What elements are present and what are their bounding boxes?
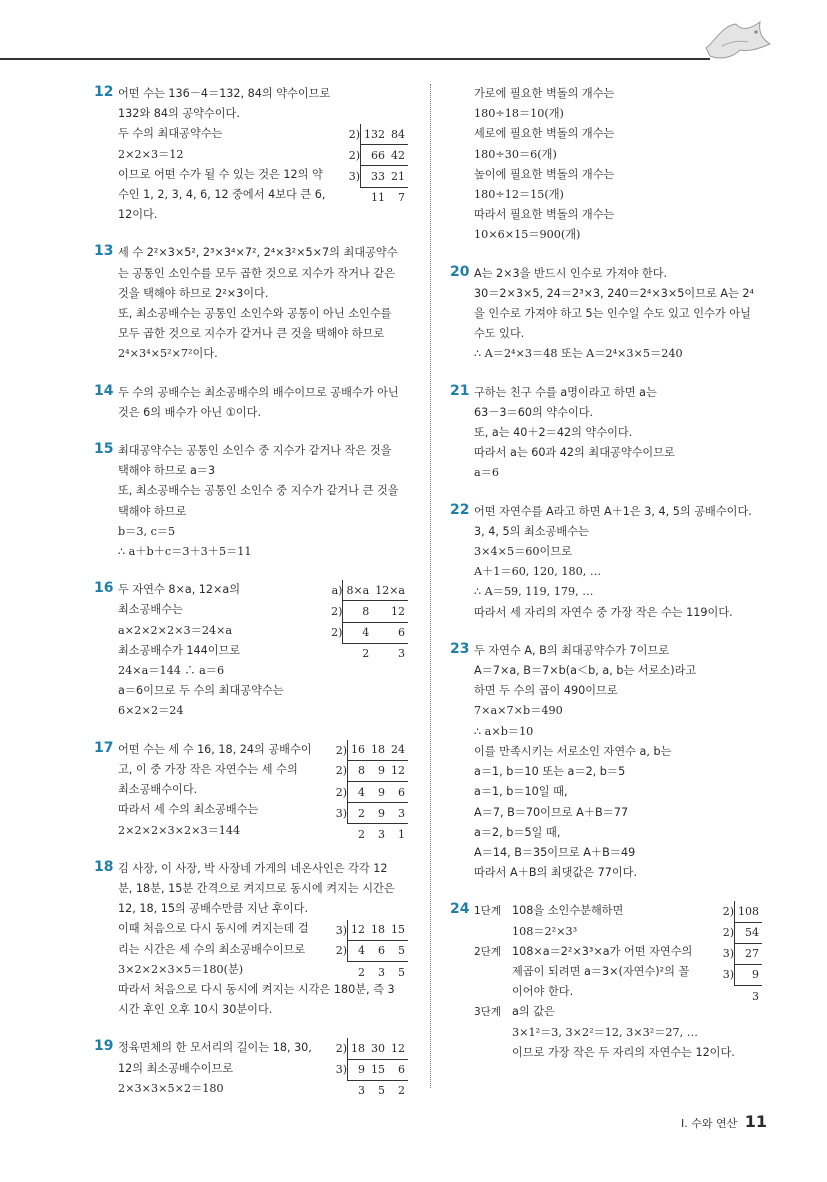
division-cell: 108 [735, 901, 763, 922]
problem-number: 15 [94, 441, 114, 458]
solution-line: 어떤 수는 136－4＝132, 84의 약수이므로 [118, 87, 331, 100]
solution-line: 2⁴×3⁴×5²×7²이다. [118, 347, 218, 361]
solution-line: 180÷30＝6(개) [474, 147, 557, 161]
division-cell: 42 [388, 145, 408, 166]
division-cell: 6 [372, 622, 408, 643]
division-cell: a) [331, 584, 343, 598]
solution-line: 가로에 필요한 벽돌의 개수는 [474, 87, 615, 100]
solution-line: 리는 시간은 세 수의 최소공배수이므로 [118, 942, 306, 956]
solution-line: 2×3×3×5×2＝180 [118, 1081, 224, 1095]
solution-line: a＝6이므로 두 수의 최대공약수는 [118, 684, 284, 698]
solution-line: 108＝2²×3³ [512, 924, 578, 938]
division-cell: 2) [331, 626, 343, 640]
solution-line: 어떤 자연수를 A라고 하면 A＋1은 3, 4, 5의 공배수이다. [474, 504, 752, 518]
right-column [450, 84, 774, 1081]
solution-line: 택해야 하므로 a＝3 [118, 464, 216, 478]
problem-22 [450, 502, 774, 623]
division-cell: 2 [348, 803, 369, 824]
solution-line: A＝14, B＝35이므로 A＋B＝49 [474, 845, 636, 859]
step-label: 3단계 [474, 1006, 501, 1019]
solution-line: 따라서 필요한 벽돌의 개수는 [474, 208, 615, 222]
problem-16 [94, 580, 412, 721]
problem-number: 23 [450, 640, 470, 657]
division-cell: 6 [388, 1059, 408, 1080]
solution-line: 어떤 수는 세 수 16, 18, 24의 공배수이 [118, 742, 312, 756]
division-cell: 2 [398, 1084, 405, 1098]
division-cell [333, 962, 348, 983]
division-cell: 12×a [372, 580, 408, 601]
solution-line: 하면 두 수의 곱이 490이므로 [474, 684, 618, 698]
solution-line: 최소공배수는 [118, 603, 183, 617]
division-cell: 27 [735, 943, 763, 964]
solution-line: 63－3＝60의 약수이다. [474, 405, 594, 419]
division-cell: 12 [348, 920, 369, 941]
solution-line: 구하는 친구 수를 a명이라고 하면 a는 [474, 385, 657, 399]
problem-number: 20 [450, 263, 470, 280]
solution-line: 모두 곱한 것으로 지수가 같거나 큰 것을 택해야 하므로 [118, 327, 385, 341]
header-rule [0, 58, 710, 60]
division-cell: 3) [348, 169, 360, 183]
solution-line: 수인 1, 2, 3, 4, 6, 12 중에서 4보다 큰 6, [118, 188, 326, 202]
problem-15 [94, 441, 412, 562]
problem-13 [94, 243, 412, 364]
division-cell: 2 [358, 828, 365, 842]
solution-line: 두 자연수 8×a, 12×a의 [118, 583, 241, 597]
division-cell: 6 [388, 782, 408, 803]
division-cell [333, 824, 348, 845]
division-cell: 4 [348, 940, 369, 961]
division-cell [328, 643, 343, 664]
solution-line: a의 값은 [512, 1005, 555, 1019]
solution-line: 또, a는 40＋2＝42의 약수이다. [474, 426, 633, 440]
problem-number: 13 [94, 243, 114, 260]
division-cell: 2) [722, 905, 734, 919]
solution-line: 세로에 필요한 벽돌의 개수는 [474, 127, 615, 141]
solution-line: 제곱이 되려면 a＝3×(자연수)²의 꼴 [512, 964, 690, 978]
division-cell: 3 [378, 828, 385, 842]
division-cell: 1 [398, 828, 405, 842]
solution-line: 따라서 세 자리의 자연수 중 가장 작은 수는 119이다. [474, 605, 733, 619]
ladder-division [333, 920, 408, 983]
solution-line: 10×6×15＝900(개) [474, 228, 581, 242]
solution-line: 높이에 필요한 벽돌의 개수는 [474, 167, 615, 181]
solution-line: 이때 처음으로 다시 동시에 켜지는데 걸 [118, 922, 309, 936]
division-cell: 16 [348, 740, 369, 761]
solution-line: 이어야 한다. [512, 985, 574, 999]
division-cell: 3) [335, 1063, 347, 1077]
solution-line: a＝2, b＝5일 때, [474, 825, 561, 839]
ladder-division [333, 1038, 408, 1101]
problem-number: 18 [94, 858, 114, 875]
solution-line: 최소공배수가 144이므로 [118, 643, 241, 657]
division-cell [333, 1080, 348, 1101]
solution-line: ∴ a×b＝10 [474, 724, 534, 738]
division-cell: 3) [722, 947, 734, 961]
ladder-division [346, 124, 408, 208]
solution-line: a＝6 [474, 466, 499, 480]
solution-line: 180÷12＝15(개) [474, 188, 564, 202]
solution-line: 것을 택해야 하므로 2²×3이다. [118, 286, 269, 300]
division-cell: 15 [388, 920, 408, 941]
solution-line: 또, 최소공배수는 공통인 소인수 중 지수가 같거나 큰 것을 [118, 484, 399, 498]
solution-line: 12의 최소공배수이므로 [118, 1061, 234, 1075]
problem-number: 16 [94, 580, 114, 597]
solution-line: 3, 4, 5의 최소공배수는 [474, 524, 589, 538]
solution-line: 12이다. [118, 208, 158, 222]
division-cell: 15 [368, 1059, 388, 1080]
division-cell: 3) [335, 806, 347, 820]
ladder-division [720, 901, 762, 1006]
division-cell: 5 [378, 1084, 385, 1098]
solution-line: A＝7, B＝70이므로 A＋B＝77 [474, 805, 629, 819]
solution-line: 2×2×3＝12 [118, 147, 184, 161]
division-cell: 84 [388, 124, 408, 145]
problem-24 [450, 901, 774, 1063]
step-label: 1단계 [474, 905, 501, 918]
column-divider [430, 84, 431, 1088]
problem-18 [94, 859, 412, 1021]
solution-line: 정육면체의 한 모서리의 길이는 18, 30, [118, 1041, 312, 1055]
division-cell: 2) [335, 743, 347, 757]
division-cell: 8 [343, 601, 372, 622]
solution-line: 따라서 a는 60과 42의 최대공약수이므로 [474, 446, 675, 460]
ladder-division [328, 580, 408, 664]
solution-line: 6×2×2＝24 [118, 704, 184, 718]
division-cell: 4 [348, 782, 369, 803]
solution-line: 김 사장, 이 사장, 박 사장네 가게의 네온사인은 각각 12 [118, 861, 388, 875]
problem-number: 19 [94, 1038, 114, 1055]
division-cell: 24 [388, 740, 408, 761]
problem-number: 12 [94, 84, 114, 100]
solution-line: 택해야 하므로 [118, 504, 187, 518]
division-cell: 9 [368, 760, 388, 781]
division-cell: 18 [368, 740, 388, 761]
step-3 [474, 1002, 774, 1063]
solution-line: 최소공배수이다. [118, 783, 198, 797]
division-cell: 33 [361, 166, 389, 187]
solution-line: 세 수 2²×3×5², 2³×3⁴×7², 2⁴×3²×5×7의 최대공약수 [118, 246, 398, 260]
solution-line: 108×a＝2²×3³×a가 어떤 자연수의 [512, 944, 693, 958]
solution-line: 108을 소인수분해하면 [512, 904, 624, 918]
solution-line: 따라서 세 수의 최소공배수는 [118, 803, 259, 817]
solution-line: 시간 후인 오후 10시 30분이다. [118, 1003, 273, 1017]
division-cell [346, 187, 361, 208]
division-cell: 18 [368, 920, 388, 941]
division-cell: 9 [368, 782, 388, 803]
division-cell: 7 [398, 191, 405, 205]
division-cell: 5 [398, 965, 405, 979]
solution-line: 두 수의 최대공약수는 [118, 127, 223, 141]
division-cell: 18 [348, 1038, 369, 1059]
ladder-division [333, 740, 408, 845]
solution-line: 12, 18, 15의 공배수만큼 지난 후이다. [118, 902, 309, 916]
solution-line: 는 공통인 소인수를 모두 곱한 것으로 지수가 작거나 같은 [118, 266, 396, 280]
division-cell: 132 [361, 124, 389, 145]
division-cell: 2) [335, 785, 347, 799]
solution-line: a＝1, b＝10 또는 a＝2, b＝5 [474, 765, 626, 779]
solution-line: ∴ A＝2⁴×3＝48 또는 A＝2⁴×3×5＝240 [474, 347, 683, 361]
solution-line: 30＝2×3×5, 24＝2³×3, 240＝2⁴×3×5이므로 A는 2⁴ [474, 286, 754, 300]
division-cell: 2) [335, 944, 347, 958]
problem-number: 21 [450, 382, 470, 399]
solution-line: ∴ a＋b＋c＝3＋3＋5＝11 [118, 545, 252, 559]
problem-20 [450, 264, 774, 365]
solution-line: a＝1, b＝10일 때, [474, 785, 568, 799]
solution-line: 두 수의 공배수는 최소공배수의 배수이므로 공배수가 아닌 [118, 385, 399, 399]
division-cell: 3) [722, 968, 734, 982]
division-cell: 2) [722, 926, 734, 940]
solution-line: 132와 84의 공약수이다. [118, 107, 240, 121]
division-cell: 54 [735, 922, 763, 943]
solution-line: 3×1²＝3, 3×2²＝12, 3×3²＝27, … [512, 1025, 698, 1039]
solution-line: 분, 18분, 15분 간격으로 켜지므로 동시에 켜지는 시간은 [118, 881, 395, 895]
solution-line: A＋1＝60, 120, 180, … [474, 565, 602, 579]
division-cell: 12 [372, 601, 408, 622]
problem-14 [94, 383, 412, 423]
problem-number: 14 [94, 382, 114, 399]
step-label: 2단계 [474, 945, 501, 958]
solution-line: 것은 6의 배수가 아닌 ①이다. [118, 405, 261, 419]
solution-line: 또, 최소공배수는 공통인 소인수와 공통이 아닌 소인수를 [118, 307, 392, 321]
problem-12 [94, 84, 412, 225]
solution-line: 7×a×7×b＝490 [474, 704, 563, 718]
problem-23 [450, 641, 774, 883]
division-cell: 3) [335, 923, 347, 937]
division-cell: 8 [348, 760, 369, 781]
problem-19 [94, 1038, 412, 1099]
page-number: 11 [744, 1112, 767, 1131]
division-cell: 3 [752, 989, 759, 1003]
division-cell: 3 [398, 647, 405, 661]
division-cell: 4 [343, 622, 372, 643]
dragon-decoration-icon [702, 18, 772, 62]
division-cell: 2) [335, 1042, 347, 1056]
solution-line: 3×2×2×3×5＝180(분) [118, 962, 244, 976]
solution-line: 3×4×5＝60이므로 [474, 545, 572, 559]
division-cell: 66 [361, 145, 389, 166]
division-cell [720, 986, 735, 1007]
solution-line: 24×a＝144 ∴ a＝6 [118, 664, 225, 678]
division-cell: 3 [358, 1084, 365, 1098]
solution-line: 을 인수로 가져야 하고 5는 인수일 수도 있고 인수가 아닐 [474, 307, 751, 321]
solution-line: b＝3, c＝5 [118, 524, 176, 538]
division-cell: 2) [335, 764, 347, 778]
solution-line: 이므로 어떤 수가 될 수 있는 것은 12의 약 [118, 167, 323, 181]
division-cell: 2) [331, 605, 343, 619]
solution-line: 수도 있다. [474, 327, 525, 341]
problem-number: 22 [450, 501, 470, 518]
division-cell: 3 [378, 965, 385, 979]
solution-line: A는 2×3을 반드시 인수로 가져야 한다. [474, 266, 668, 280]
solution-line: 따라서 A＋B의 최댓값은 77이다. [474, 866, 638, 880]
division-cell: 2 [358, 965, 365, 979]
division-cell: 2 [362, 647, 370, 661]
division-cell: 6 [368, 940, 388, 961]
division-cell: 9 [735, 964, 763, 985]
solution-line: 이므로 가장 작은 두 자리의 자연수는 12이다. [512, 1045, 735, 1059]
division-cell: 21 [388, 166, 408, 187]
solution-line: 고, 이 중 가장 작은 자연수는 세 수의 [118, 762, 298, 776]
solution-line: 따라서 처음으로 다시 동시에 켜지는 시각은 180분, 즉 3 [118, 982, 395, 996]
solution-line: a×2×2×2×3＝24×a [118, 623, 233, 637]
division-cell: 30 [368, 1038, 388, 1059]
problem-number: 17 [94, 739, 114, 756]
problem-21 [450, 383, 774, 484]
division-cell: 9 [348, 1059, 369, 1080]
solution-line: A＝7×a, B＝7×b(a＜b, a, b는 서로소)라고 [474, 664, 697, 678]
problem-number: 24 [450, 901, 470, 918]
left-column [94, 84, 412, 1117]
section-label: Ⅰ. 수와 연산 [680, 1117, 738, 1130]
solution-line: 최대공약수는 공통인 소인수 중 지수가 같거나 작은 것을 [118, 444, 392, 458]
problem-17 [94, 740, 412, 841]
division-cell: 8×a [343, 580, 372, 601]
page-footer [681, 1112, 767, 1131]
problem-19-continued [450, 84, 774, 246]
solution-line: ∴ A＝59, 119, 179, … [474, 585, 594, 599]
division-cell: 9 [368, 803, 388, 824]
solution-line: 180÷18＝10(개) [474, 107, 564, 121]
solution-line: 2×2×2×3×2×3＝144 [118, 823, 241, 837]
division-cell: 12 [388, 1038, 408, 1059]
division-cell: 2) [348, 127, 360, 141]
division-cell: 12 [388, 760, 408, 781]
solution-line: 이를 만족시키는 서로소인 자연수 a, b는 [474, 744, 672, 758]
division-cell: 11 [371, 191, 385, 205]
division-cell: 2) [348, 148, 360, 162]
division-cell: 5 [388, 940, 408, 961]
division-cell: 3 [388, 803, 408, 824]
solution-line: 두 자연수 A, B의 최대공약수가 7이므로 [474, 643, 670, 657]
